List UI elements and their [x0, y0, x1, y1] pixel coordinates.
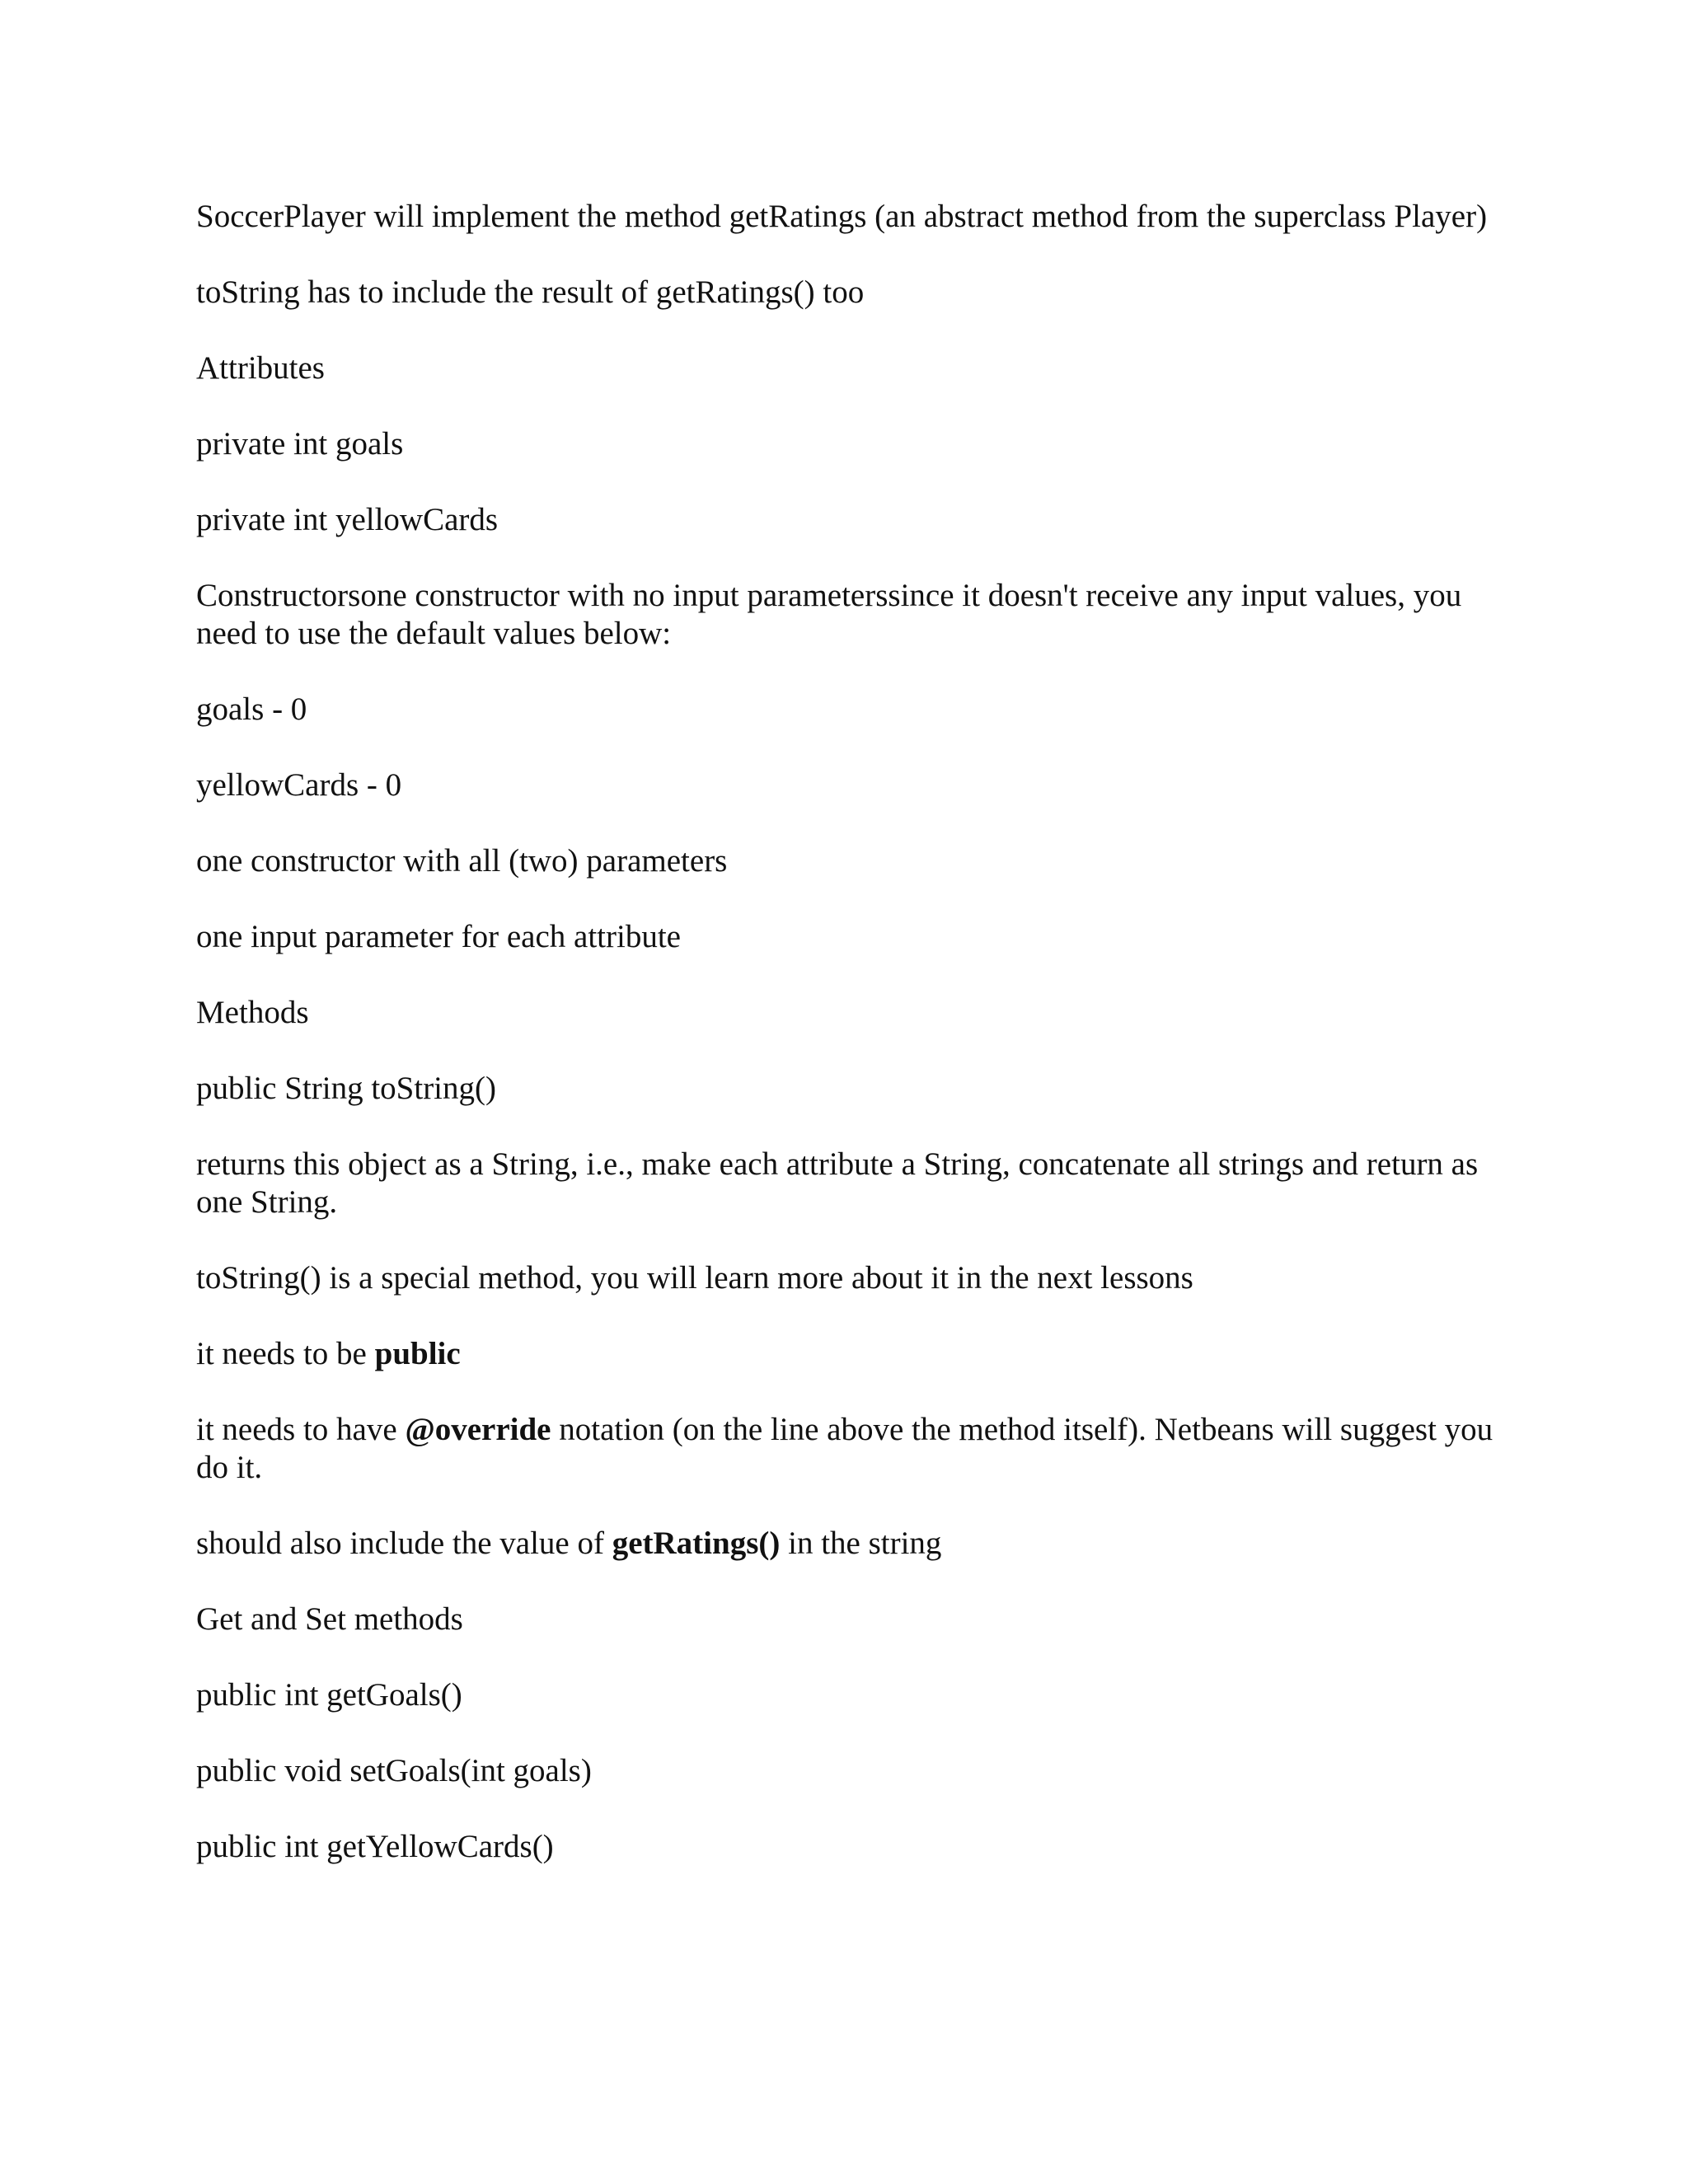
tostring-special-note: toString() is a special method, you will learn more about it in the next lessons [196, 1260, 1193, 1296]
attribute-yellowcards: private int yellowCards [196, 502, 499, 537]
override-requirement-rest: notation (on the line above the method itself). Netbeans will suggest you do it. [196, 1412, 1493, 1485]
intro-paragraph: SoccerPlayer will implement the method getRatings (an abstract method from the superclass Player) [196, 199, 1488, 234]
override-keyword: @override [405, 1412, 551, 1447]
default-goals: goals - 0 [196, 691, 307, 727]
document-body [196, 198, 1498, 1904]
tostring-description: returns this object as a String, i.e., make each attribute a String, concatenate all strings and return as one String. [196, 1146, 1479, 1220]
getratings-requirement-rest: in the string [780, 1526, 942, 1561]
getyellowcards-signature: public int getYellowCards() [196, 1829, 554, 1864]
override-requirement-text: it needs to have [196, 1412, 406, 1447]
tostring-signature: public String toString() [196, 1071, 496, 1106]
getgoals-signature: public int getGoals() [196, 1677, 462, 1713]
tostring-note: toString has to include the result of getRatings() too [196, 274, 865, 310]
getratings-requirement-text: should also include the value of [196, 1526, 612, 1561]
default-yellowcards: yellowCards - 0 [196, 767, 402, 803]
public-keyword: public [374, 1336, 461, 1371]
get-set-heading: Get and Set methods [196, 1601, 463, 1637]
attributes-heading: Attributes [196, 350, 325, 386]
public-requirement-text: it needs to be [196, 1336, 375, 1371]
override-requirement [196, 1411, 1498, 1487]
attribute-goals: private int goals [196, 426, 404, 462]
constructors-paragraph: Constructorsone constructor with no input parameterssince it doesn't receive any input values, you need to use the default values below: [196, 578, 1462, 651]
methods-heading: Methods [196, 995, 309, 1030]
getratings-requirement [196, 1525, 1498, 1563]
setgoals-signature: public void setGoals(int goals) [196, 1753, 592, 1788]
constructor-all-params: one constructor with all (two) parameters [196, 843, 728, 879]
input-param-note: one input parameter for each attribute [196, 919, 681, 954]
public-requirement [196, 1335, 1498, 1373]
getratings-keyword: getRatings() [612, 1526, 781, 1561]
